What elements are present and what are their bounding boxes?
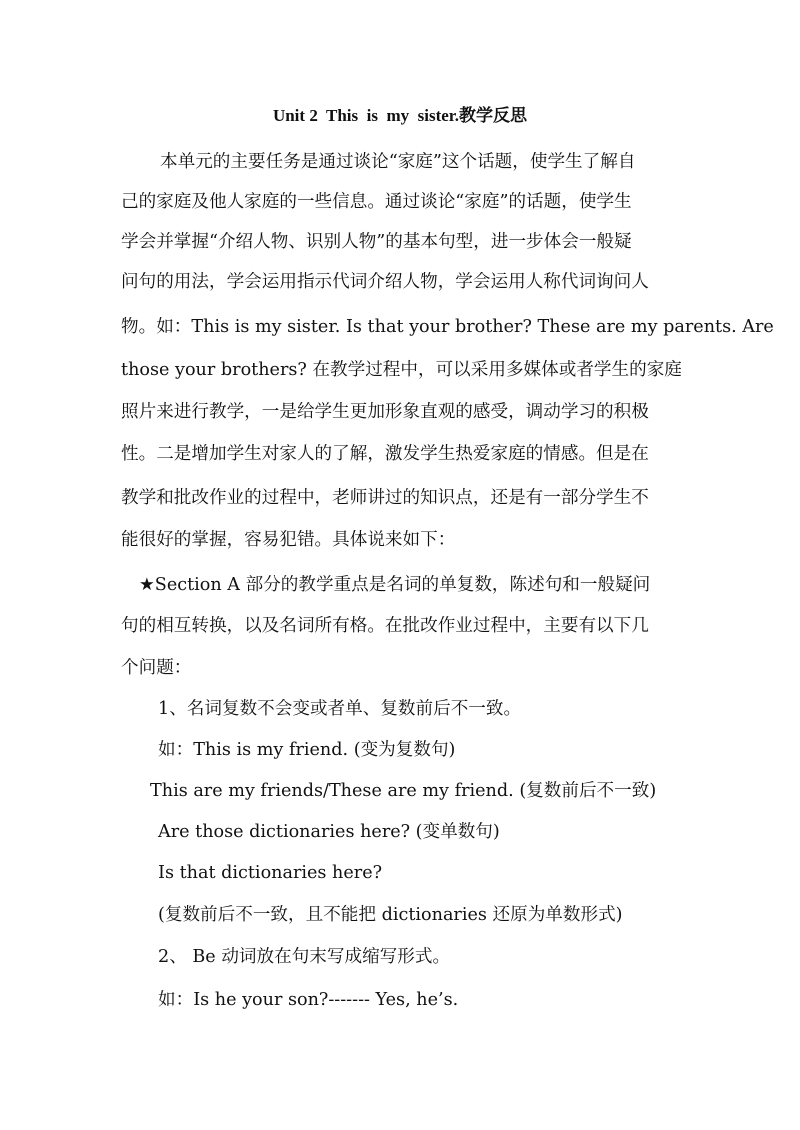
paragraph-line: 照片来进行教学，一是给学生更加形象直观的感受，调动学习的积极 bbox=[121, 402, 649, 422]
section-a-line: ★Section A 部分的教学重点是名词的单复数，陈述句和一般疑问 bbox=[139, 575, 651, 595]
example-note: (复数前后不一致，且不能把 dictionaries 还原为单数形式) bbox=[158, 905, 623, 925]
paragraph-line: 物。如：This is my sister. Is that your brother? These are my parents. Are bbox=[121, 317, 774, 337]
paragraph-line: 己的家庭及他人家庭的一些信息。通过谈论“家庭”的话题，使学生 bbox=[121, 192, 632, 212]
example-line: Is that dictionaries here? bbox=[158, 863, 383, 883]
example-line: 如：This is my friend. (变为复数句) bbox=[158, 740, 456, 760]
paragraph-line: 能很好的掌握，容易犯错。具体说来如下： bbox=[121, 530, 456, 550]
paragraph-line: 问句的用法，学会运用指示代词介绍人物，学会运用人称代词询问人 bbox=[121, 272, 649, 292]
example-line: 如：Is he your son?------- Yes, he’s. bbox=[158, 990, 459, 1010]
paragraph-line: those your brothers? 在教学过程中，可以采用多媒体或者学生的家庭 bbox=[121, 360, 682, 380]
paragraph-line: 句的相互转换，以及名词所有格。在批改作业过程中，主要有以下几 bbox=[121, 616, 649, 636]
example-line: This are my friends/These are my friend. (复数前后不一致) bbox=[150, 781, 657, 801]
paragraph-line: 个问题： bbox=[121, 658, 192, 678]
paragraph-line: 性。二是增加学生对家人的了解，激发学生热爱家庭的情感。但是在 bbox=[121, 444, 649, 464]
list-item-heading: 1、名词复数不会变或者单、复数前后不一致。 bbox=[158, 699, 522, 719]
document-title: Unit 2 This is my sister.教学反思 bbox=[272, 106, 528, 125]
paragraph-line: 本单元的主要任务是通过谈论“家庭”这个话题，使学生了解自 bbox=[160, 152, 636, 172]
list-item-heading: 2、 Be 动词放在句末写成缩写形式。 bbox=[158, 947, 451, 967]
example-line: Are those dictionaries here? (变单数句) bbox=[158, 822, 500, 842]
paragraph-line: 教学和批改作业的过程中，老师讲过的知识点，还是有一部分学生不 bbox=[121, 488, 649, 508]
paragraph-line: 学会并掌握“介绍人物、识别人物”的基本句型，进一步体会一般疑 bbox=[121, 232, 632, 252]
